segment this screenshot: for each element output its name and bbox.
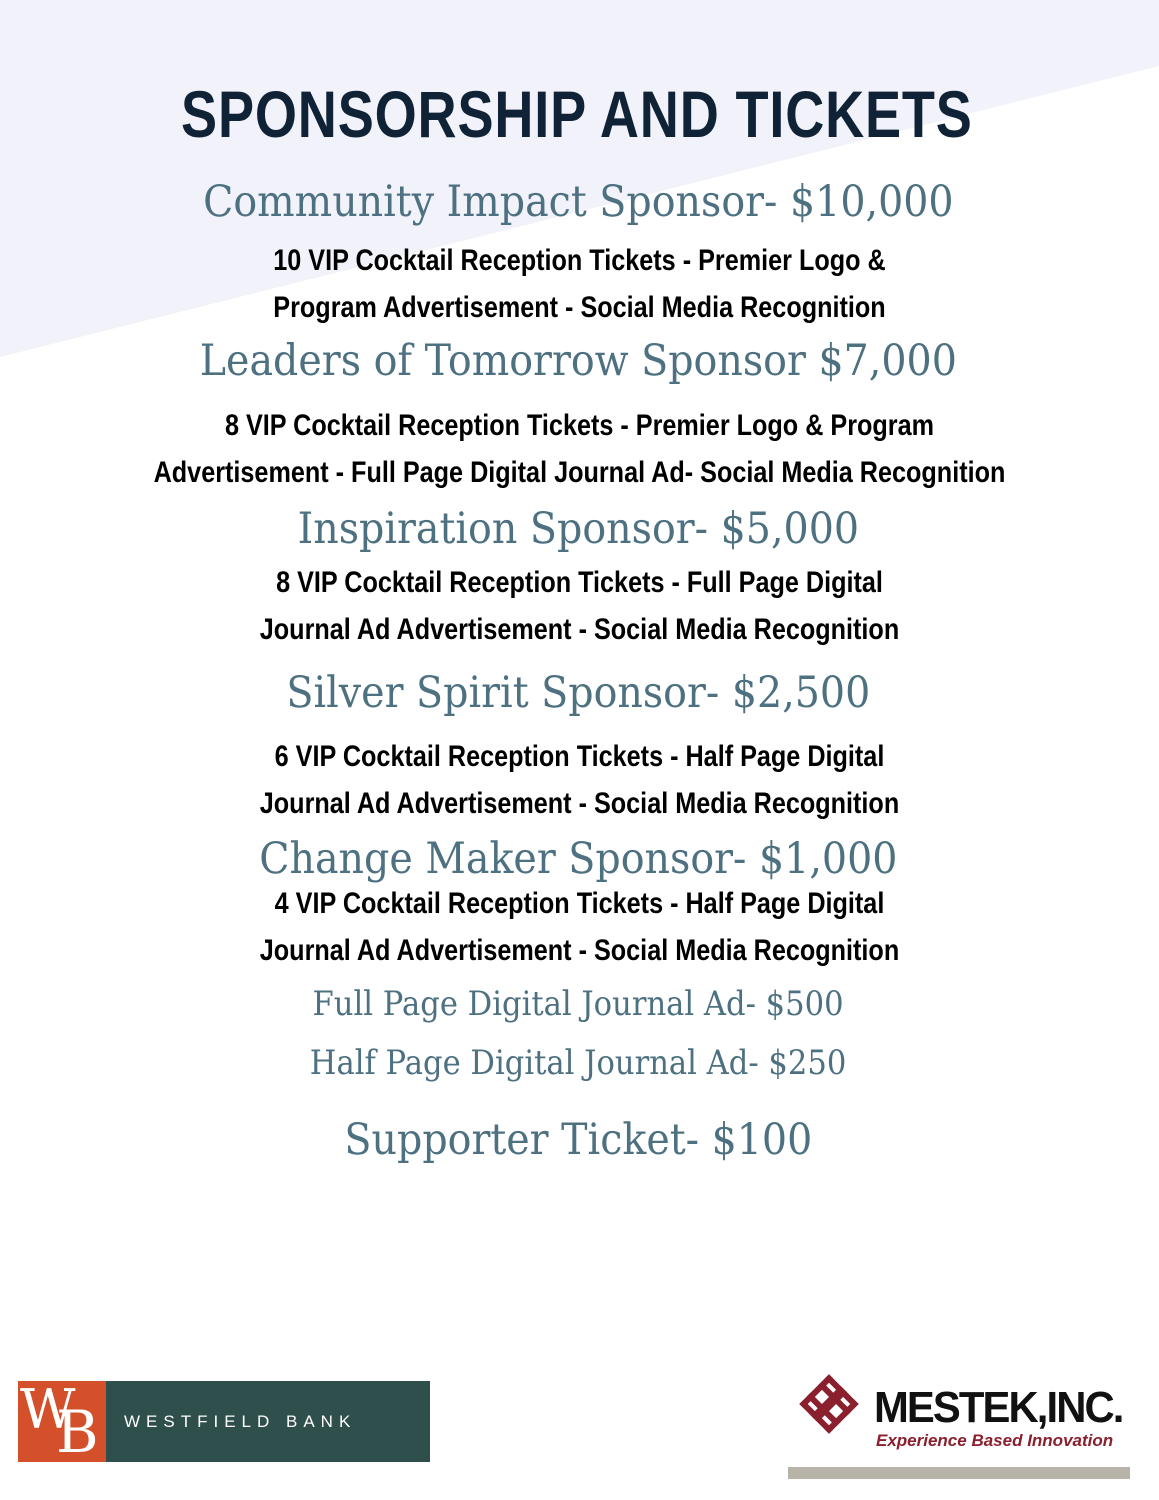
westfield-bank-name: WESTFIELD BANK — [106, 1381, 430, 1462]
ad-half-page: Half Page Digital Journal Ad- $250 — [309, 1043, 847, 1083]
tier-benefits-community-impact — [0, 237, 1159, 331]
westfield-bank-mark — [18, 1381, 106, 1462]
tier-benefit-line: 8 VIP Cocktail Reception Tickets - Premier Logo & Program — [224, 409, 935, 442]
westfield-bank-logo — [18, 1381, 430, 1462]
tier-benefit-line: 4 VIP Cocktail Reception Tickets - Half Page Digital — [274, 887, 885, 920]
mestek-underline-bar — [788, 1467, 1130, 1479]
mestek-diamond-icon — [794, 1369, 864, 1439]
westfield-mark-b: B — [56, 1398, 99, 1462]
tier-benefit-line: Journal Ad Advertisement - Social Media Recognition — [259, 934, 900, 967]
tier-benefits-inspiration — [0, 559, 1159, 653]
supporter-ticket: Supporter Ticket- $100 — [344, 1115, 813, 1165]
tier-benefit-line: Journal Ad Advertisement - Social Media Recognition — [259, 787, 900, 820]
westfield-mark-w: W — [20, 1381, 76, 1441]
tier-heading-community-impact: Community Impact Sponsor- $10,000 — [203, 177, 954, 227]
mestek-logo — [788, 1363, 1130, 1481]
tier-benefit-line: Journal Ad Advertisement - Social Media Recognition — [259, 613, 900, 646]
tier-benefit-line: Program Advertisement - Social Media Recognition — [273, 291, 886, 324]
tier-benefit-line: 6 VIP Cocktail Reception Tickets - Half Page Digital — [274, 740, 885, 773]
tier-benefit-line: 8 VIP Cocktail Reception Tickets - Full Page Digital — [276, 566, 883, 599]
tier-benefits-leaders-of-tomorrow — [0, 402, 1159, 496]
tier-heading-silver-spirit: Silver Spirit Sponsor- $2,500 — [286, 668, 871, 718]
mestek-name: MESTEK,INC. — [874, 1383, 1123, 1432]
tier-benefit-line: Advertisement - Full Page Digital Journal Ad- Social Media Recognition — [153, 456, 1006, 489]
page-title: SPONSORSHIP AND TICKETS — [181, 77, 973, 151]
tier-heading-inspiration: Inspiration Sponsor- $5,000 — [297, 504, 860, 554]
tier-benefits-silver-spirit — [0, 733, 1159, 827]
ad-full-page: Full Page Digital Journal Ad- $500 — [312, 984, 844, 1024]
tier-heading-leaders-of-tomorrow: Leaders of Tomorrow Sponsor $7,000 — [199, 336, 957, 386]
tier-benefits-change-maker — [0, 880, 1159, 974]
mestek-tagline: Experience Based Innovation — [876, 1431, 1114, 1450]
tier-heading-change-maker: Change Maker Sponsor- $1,000 — [259, 834, 898, 884]
tier-benefit-line: 10 VIP Cocktail Reception Tickets - Premier Logo & — [273, 244, 886, 277]
